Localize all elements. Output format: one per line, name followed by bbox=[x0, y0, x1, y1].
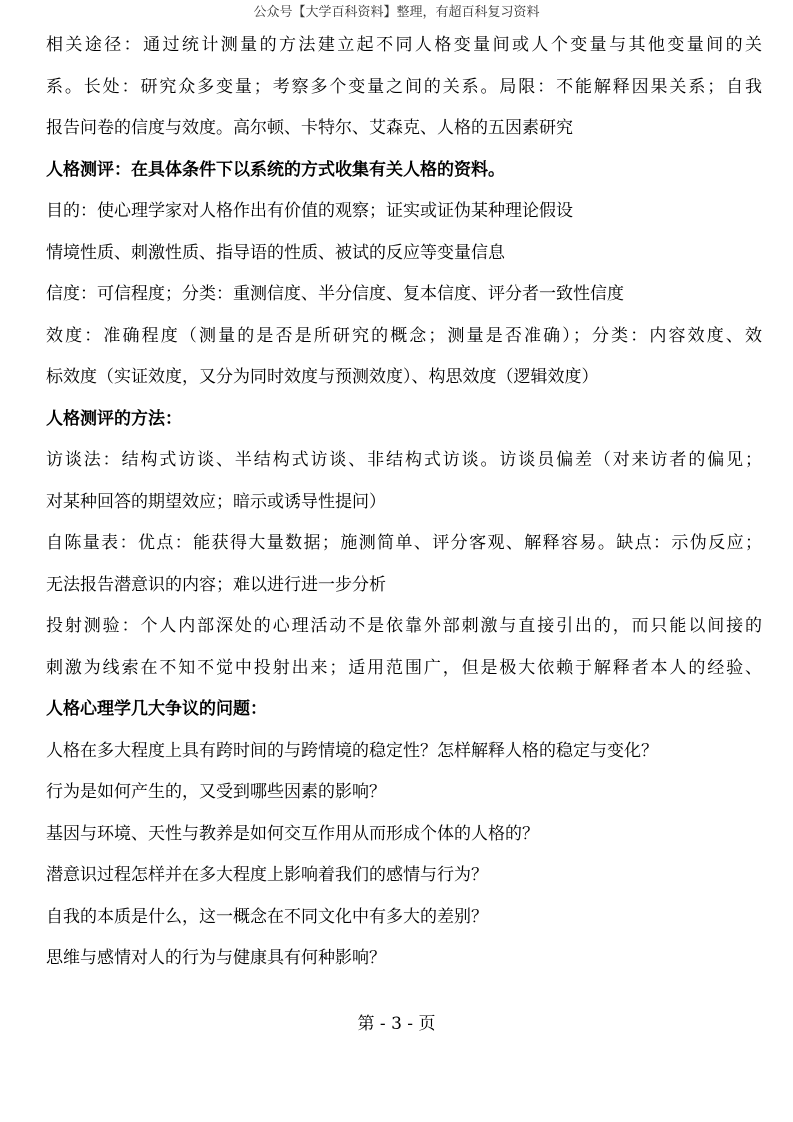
text-line: 信度：可信程度；分类：重测信度、半分信度、复本信度、评分者一致性信度 bbox=[46, 284, 624, 304]
header-watermark-note: 公众号【大学百科资料】整理，有超百科复习资料 bbox=[253, 5, 540, 20]
text-line: 情境性质、刺激性质、指导语的性质、被试的反应等变量信息 bbox=[46, 242, 505, 263]
text-line: 自陈量表：优点：能获得大量数据；施测简单、评分客观、解释容易。缺点：示伪反应； bbox=[46, 533, 762, 553]
page-number: 第 - 3 - 页 bbox=[357, 1014, 436, 1034]
text-line: 访谈法：结构式访谈、半结构式访谈、非结构式访谈。访谈员偏差（对来访者的偏见； bbox=[46, 450, 762, 470]
text-line: 报告问卷的信度与效度。高尔顿、卡特尔、艾森克、人格的五因素研究 bbox=[46, 118, 573, 138]
text-line: 行为是如何产生的，又受到哪些因素的影响？ bbox=[46, 782, 386, 802]
text-line: 基因与环境、天性与教养是如何交互作用从而形成个体的人格的？ bbox=[46, 823, 539, 844]
text-line: 效度：准确程度（测量的是否是所研究的概念；测量是否准确）；分类：内容效度、效 bbox=[46, 325, 762, 346]
text-line: 思维与感情对人的行为与健康具有何种影响？ bbox=[46, 948, 386, 968]
text-line: 目的：使心理学家对人格作出有价值的观察；证实或证伪某种理论假设 bbox=[46, 201, 573, 221]
section-heading: 人格测评的方法： bbox=[46, 408, 182, 429]
text-line: 刺激为线索在不知不觉中投射出来；适用范围广，但是极大依赖于解释者本人的经验、 bbox=[46, 657, 762, 678]
text-line: 潜意识过程怎样并在多大程度上影响着我们的感情与行为？ bbox=[46, 865, 488, 885]
text-line: 对某种回答的期望效应；暗示或诱导性提问） bbox=[46, 491, 386, 512]
text-line: 无法报告潜意识的内容；难以进行进一步分析 bbox=[46, 574, 386, 595]
text-line: 人格在多大程度上具有跨时间的与跨情境的稳定性？怎样解释人格的稳定与变化？ bbox=[46, 740, 658, 761]
document-body bbox=[46, 25, 762, 980]
text-line: 相关途径：通过统计测量的方法建立起不同人格变量间或人个变量与其他变量间的关 bbox=[46, 35, 762, 55]
text-line: 投射测验：个人内部深处的心理活动不是依靠外部刺激与直接引出的，而只能以间接的 bbox=[46, 616, 762, 636]
section-heading: 人格心理学几大争议的问题： bbox=[46, 699, 267, 719]
text-line: 系。长处：研究众多变量；考察多个变量之间的关系。局限：不能解释因果关系；自我 bbox=[46, 76, 762, 97]
text-line: 标效度（实证效度，又分为同时效度与预测效度）、构思效度（逻辑效度） bbox=[46, 367, 599, 387]
section-heading: 人格测评：在具体条件下以系统的方式收集有关人格的资料。 bbox=[46, 159, 505, 180]
text-line: 自我的本质是什么，这一概念在不同文化中有多大的差别？ bbox=[46, 906, 488, 927]
